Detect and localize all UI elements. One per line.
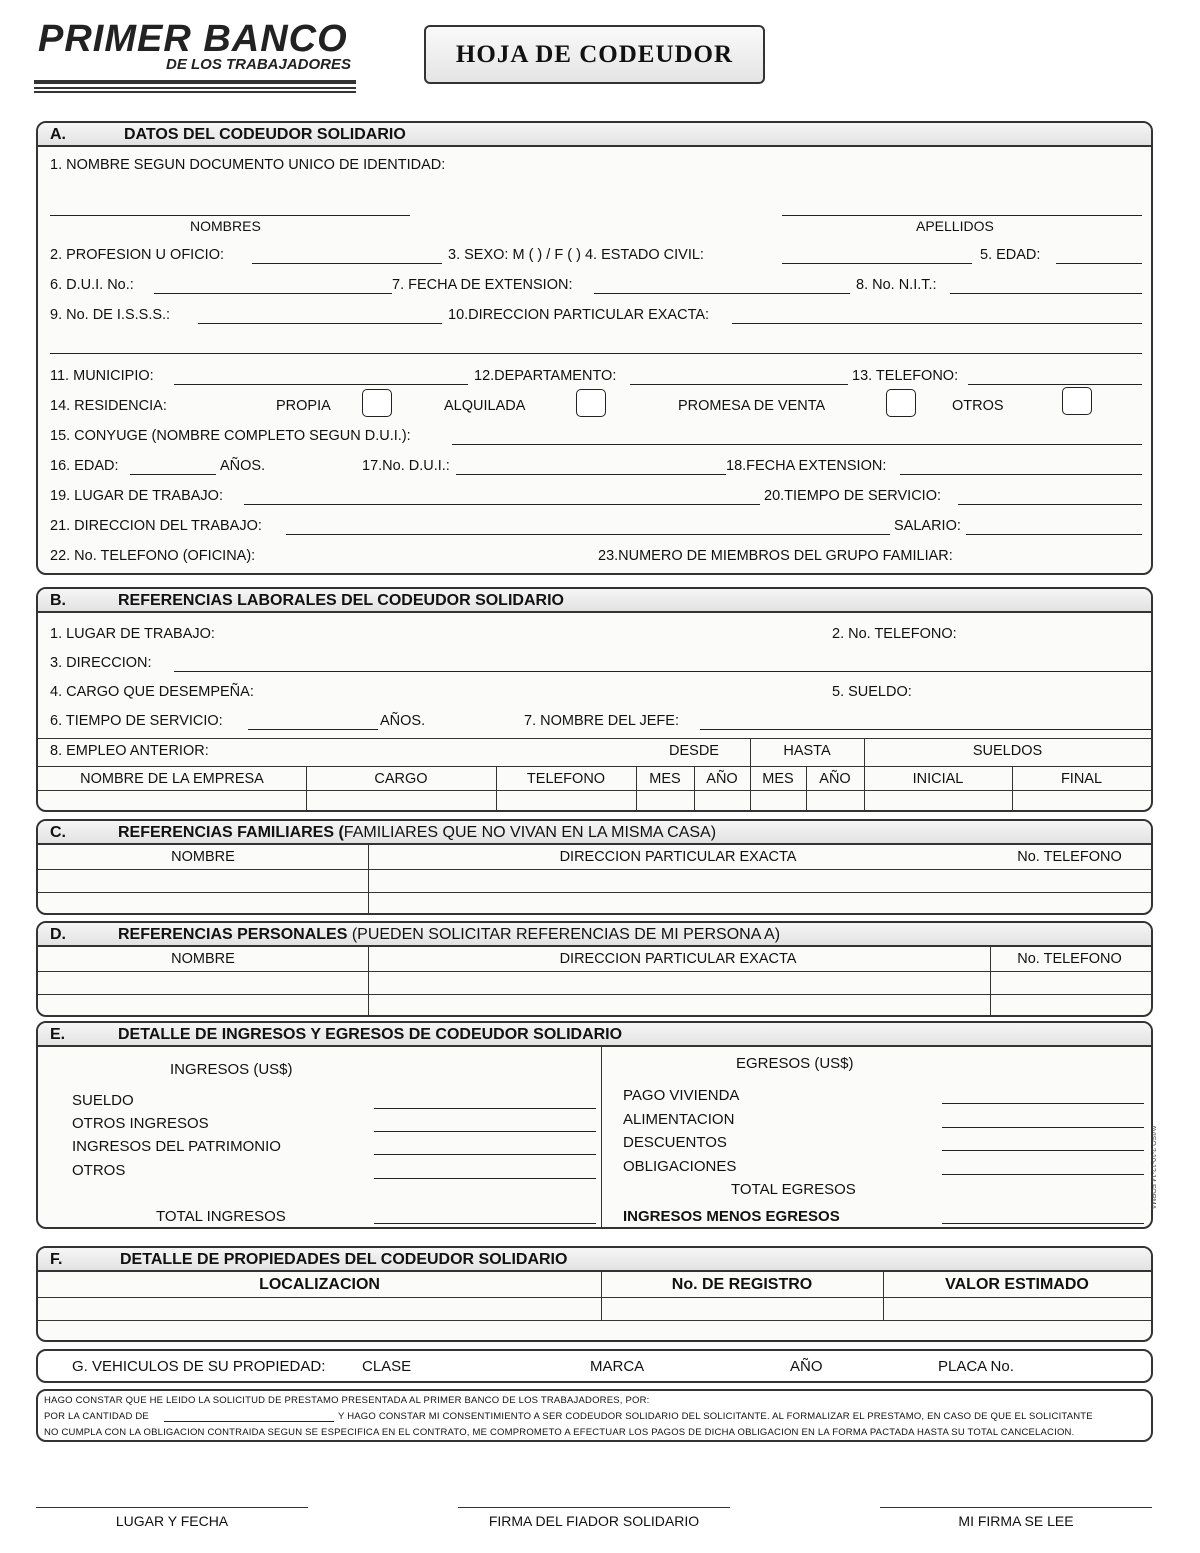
field-label: 2. PROFESION U OFICIO: (50, 247, 225, 263)
section-b-header (38, 589, 1151, 613)
total-ingresos-label: TOTAL INGRESOS (156, 1208, 286, 1225)
column-header: VALOR ESTIMADO (945, 1276, 1089, 1293)
edad-conyuge-input[interactable] (130, 474, 216, 475)
propia-checkbox[interactable] (362, 389, 392, 417)
direccion-input[interactable] (732, 323, 1142, 324)
column-header: INICIAL (912, 771, 964, 787)
direccion-trabajo-input[interactable] (286, 534, 890, 535)
field-label: 7. NOMBRE DEL JEFE: (524, 713, 679, 729)
section-letter: E. (50, 1026, 66, 1043)
field-label: SALARIO: (894, 518, 961, 534)
field-label: 11. MUNICIPIO: (50, 368, 154, 384)
descuentos-input[interactable] (942, 1150, 1144, 1151)
section-letter: F. (50, 1251, 63, 1268)
option-label: PROMESA DE VENTA (678, 398, 826, 414)
column-header: LOCALIZACION (259, 1276, 380, 1293)
egresos-header: EGRESOS (US$) (736, 1055, 854, 1072)
document-title: HOJA DE CODEUDOR (424, 25, 765, 84)
section-title: REFERENCIAS FAMILIARES ( (118, 824, 344, 841)
option-label: OTROS (952, 398, 1004, 414)
nombres-caption: NOMBRES (190, 218, 261, 234)
section-subtitle: (PUEDEN SOLICITAR REFERENCIAS DE MI PERSONA A) (347, 926, 781, 943)
estado-civil-input[interactable] (782, 263, 972, 264)
option-label: ALQUILADA (444, 398, 526, 414)
ref-tiempo-servicio-input[interactable] (248, 729, 378, 730)
field-label: 20.TIEMPO DE SERVICIO: (764, 488, 942, 504)
section-d-header (38, 923, 1151, 947)
dui-conyuge-input[interactable] (456, 474, 726, 475)
section-a (36, 121, 1153, 575)
ingreso-label: OTROS (72, 1162, 126, 1179)
field-label: 3. DIRECCION: (50, 655, 152, 671)
ingreso-label: SUELDO (72, 1092, 134, 1109)
nombres-input[interactable] (50, 215, 410, 216)
pago-vivienda-input[interactable] (942, 1103, 1144, 1104)
section-g (36, 1349, 1153, 1383)
field-label: 23.NUMERO DE MIEMBROS DEL GRUPO FAMILIAR: (598, 548, 953, 564)
column-header: FINAL (1060, 771, 1103, 787)
field-label: 13. TELEFONO: (852, 368, 959, 384)
sueldo-amount-input[interactable] (374, 1108, 596, 1109)
ingresos-header: INGRESOS (US$) (170, 1061, 293, 1078)
field-label: 2. No. TELEFONO: (832, 626, 957, 642)
egreso-label: OBLIGACIONES (623, 1158, 737, 1175)
section-e (36, 1021, 1153, 1229)
direccion-input-line2[interactable] (50, 353, 1142, 354)
field-label: 15. CONYUGE (NOMBRE COMPLETO SEGUN D.U.I.): (50, 428, 411, 444)
legal-statement (36, 1389, 1153, 1442)
column-header: NOMBRE (171, 849, 235, 865)
fecha-extension-conyuge-input[interactable] (900, 474, 1142, 475)
conyuge-input[interactable] (452, 444, 1142, 445)
ingreso-label: INGRESOS DEL PATRIMONIO (72, 1138, 281, 1155)
hasta-header: HASTA (783, 743, 831, 759)
column-header: AÑO (706, 771, 738, 787)
tiempo-servicio-input[interactable] (958, 504, 1142, 505)
column-header: No. TELEFONO (1017, 951, 1122, 967)
section-letter: A. (50, 126, 66, 143)
otros-amount-input[interactable] (374, 1178, 596, 1179)
section-f (36, 1246, 1153, 1342)
isss-input[interactable] (198, 323, 442, 324)
legal-line-2-end: Y HAGO CONSTAR MI CONSENTIMIENTO A SER CODEUDOR SOLIDARIO DEL SOLICITANTE. AL FORMALIZAR EL PRESTAMO, EN CASO DE QUE EL SOLICITANTE (338, 1411, 1093, 1422)
column-header: NOMBRE DE LA EMPRESA (80, 771, 264, 787)
edad-input[interactable] (1056, 263, 1142, 264)
lugar-trabajo-input[interactable] (244, 504, 760, 505)
alquilada-checkbox[interactable] (576, 389, 606, 417)
field-label: 21. DIRECCION DEL TRABAJO: (50, 518, 262, 534)
signature-label: MI FIRMA SE LEE (958, 1513, 1074, 1529)
egreso-label: ALIMENTACION (623, 1111, 735, 1128)
field-label: 7. FECHA DE EXTENSION: (392, 277, 573, 293)
column-header: DIRECCION PARTICULAR EXACTA (559, 951, 797, 967)
section-letter: C. (50, 824, 66, 841)
section-e-header (38, 1023, 1151, 1047)
otros-ingresos-amount-input[interactable] (374, 1131, 596, 1132)
nit-input[interactable] (950, 293, 1142, 294)
vehiculos-label: G. VEHICULOS DE SU PROPIEDAD: (72, 1358, 326, 1375)
logo-rule (34, 80, 356, 84)
option-label: PROPIA (276, 398, 331, 414)
field-label: 6. D.U.I. No.: (50, 277, 134, 293)
section-letter: D. (50, 926, 66, 943)
clase-label: CLASE (362, 1358, 412, 1375)
section-a-header (38, 123, 1151, 147)
apellidos-caption: APELLIDOS (916, 218, 994, 234)
field-label: 12.DEPARTAMENTO: (474, 368, 617, 384)
ref-direccion-input[interactable] (174, 671, 1151, 672)
column-header: AÑO (819, 771, 851, 787)
section-title: REFERENCIAS LABORALES DEL CODEUDOR SOLIDARIO (118, 592, 564, 609)
field-label: AÑOS. (380, 713, 426, 729)
field-label: 18.FECHA EXTENSION: (726, 458, 887, 474)
legal-line-3: NO CUMPLA CON LA OBLIGACION CONTRAIDA SEGUN SE ESPECIFICA EN EL CONTRATO, ME COMPROMETO A EFECTUAR LOS PAGOS DE DICHA OBLIGACION EN LA FORMA PACTADA HASTA SU TOTAL CANCELACION. (44, 1427, 1075, 1438)
total-ingresos-input[interactable] (374, 1223, 596, 1224)
profesion-input[interactable] (252, 263, 442, 264)
column-header: No. TELEFONO (1017, 849, 1122, 865)
placa-label: PLACA No. (938, 1358, 1014, 1375)
ingresos-menos-egresos-label: INGRESOS MENOS EGRESOS (623, 1208, 840, 1225)
field-label: 6. TIEMPO DE SERVICIO: (50, 713, 223, 729)
ingresos-menos-egresos-input[interactable] (942, 1223, 1144, 1224)
lugar-fecha-signature-line[interactable] (36, 1507, 308, 1508)
signature-label: LUGAR Y FECHA (115, 1513, 229, 1529)
field-label: 4. CARGO QUE DESEMPEÑA: (50, 684, 254, 700)
nombre-jefe-input[interactable] (700, 729, 1151, 730)
egreso-label: DESCUENTOS (623, 1134, 727, 1151)
column-header: DIRECCION PARTICULAR EXACTA (559, 849, 797, 865)
section-subtitle: FAMILIARES QUE NO VIVAN EN LA MISMA CASA) (343, 824, 717, 841)
section-title: DETALLE DE INGRESOS Y EGRESOS DE CODEUDOR SOLIDARIO (118, 1026, 623, 1043)
otros-checkbox[interactable] (1062, 387, 1092, 415)
patrimonio-amount-input[interactable] (374, 1154, 596, 1155)
total-egresos-label: TOTAL EGRESOS (731, 1181, 856, 1198)
section-d (36, 921, 1153, 1017)
field-label: 1. NOMBRE SEGUN DOCUMENTO UNICO DE IDENTIDAD: (50, 157, 446, 173)
logo-rule (34, 87, 356, 89)
sueldos-header: SUELDOS (972, 743, 1043, 759)
legal-line-2-start: POR LA CANTIDAD DE (44, 1411, 149, 1422)
apellidos-input[interactable] (782, 215, 1142, 216)
desde-header: DESDE (669, 743, 719, 759)
field-label: 17.No. D.U.I.: (362, 458, 450, 474)
legal-line-1: HAGO CONSTAR QUE HE LEIDO LA SOLICITUD DE PRESTAMO PRESENTADA AL PRIMER BANCO DE LOS TRABAJADORES, POR: (44, 1395, 650, 1406)
section-title: REFERENCIAS PERSONALES (118, 926, 348, 943)
logo-rule (34, 91, 356, 93)
field-label: 5. EDAD: (980, 247, 1041, 263)
alimentacion-input[interactable] (942, 1127, 1144, 1128)
field-label: 5. SUELDO: (832, 684, 912, 700)
fecha-extension-input[interactable] (594, 293, 850, 294)
field-label: AÑOS. (220, 458, 266, 474)
section-c (36, 819, 1153, 915)
section-c-header (38, 821, 1151, 845)
field-label: 8. No. N.I.T.: (856, 277, 937, 293)
ingreso-label: OTROS INGRESOS (72, 1115, 209, 1132)
field-label: 1. LUGAR DE TRABAJO: (50, 626, 215, 642)
field-label: 22. No. TELEFONO (OFICINA): (50, 548, 256, 564)
column-header: MES (762, 771, 794, 787)
marca-label: MARCA (590, 1358, 645, 1375)
field-label: 8. EMPLEO ANTERIOR: (50, 743, 209, 759)
section-title: DETALLE DE PROPIEDADES DEL CODEUDOR SOLIDARIO (120, 1251, 568, 1268)
departamento-input[interactable] (630, 384, 848, 385)
field-label: 3. SEXO: M ( ) / F ( ) 4. ESTADO CIVIL: (448, 247, 704, 263)
municipio-input[interactable] (174, 384, 468, 385)
field-label: 16. EDAD: (50, 458, 119, 474)
field-label: 9. No. DE I.S.S.S.: (50, 307, 171, 323)
field-label: 14. RESIDENCIA: (50, 398, 167, 414)
column-header: MES (649, 771, 681, 787)
signature-label: FIRMA DEL FIADOR SOLIDARIO (488, 1513, 700, 1529)
column-header: NOMBRE (171, 951, 235, 967)
section-f-header (38, 1248, 1151, 1272)
telefono-input[interactable] (968, 384, 1142, 385)
dui-input[interactable] (154, 293, 392, 294)
field-label: 10.DIRECCION PARTICULAR EXACTA: (448, 307, 710, 323)
form-code: AVISO 2-10-12-14 FORMA (1149, 1125, 1156, 1210)
column-header: No. DE REGISTRO (671, 1276, 813, 1293)
section-title: DATOS DEL CODEUDOR SOLIDARIO (124, 126, 406, 143)
bank-logo-subtitle: DE LOS TRABAJADORES (166, 56, 352, 73)
cantidad-input[interactable] (164, 1421, 334, 1422)
bank-logo-text: PRIMER BANCO (38, 18, 348, 60)
egreso-label: PAGO VIVIENDA (623, 1087, 740, 1104)
ano-label: AÑO (790, 1358, 823, 1375)
promesa-checkbox[interactable] (886, 389, 916, 417)
column-header: TELEFONO (526, 771, 606, 787)
firma-lee-signature-line[interactable] (880, 1507, 1152, 1508)
column-header: CARGO (374, 771, 428, 787)
salario-input[interactable] (966, 534, 1142, 535)
field-label: 19. LUGAR DE TRABAJO: (50, 488, 223, 504)
obligaciones-input[interactable] (942, 1174, 1144, 1175)
section-letter: B. (50, 592, 66, 609)
firma-fiador-signature-line[interactable] (458, 1507, 730, 1508)
section-b (36, 587, 1153, 812)
